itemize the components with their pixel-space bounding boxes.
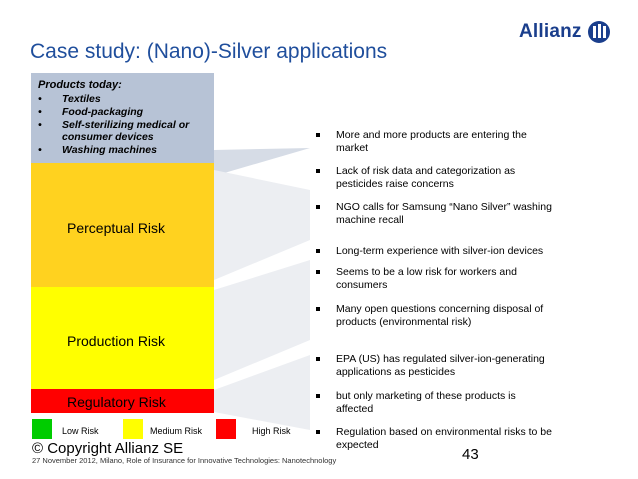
perceptual-risk-label: Perceptual Risk	[67, 220, 166, 236]
regulatory-risk-label: Regulatory Risk	[67, 394, 166, 410]
production-risk-label: Production Risk	[67, 333, 166, 349]
bullet-point: Regulation based on environmental risks to be expected	[316, 426, 556, 452]
bullet-point: Many open questions concerning disposal of products (environmental risk)	[316, 303, 556, 329]
slide-title: Case study: (Nano)-Silver applications	[30, 40, 388, 63]
legend-swatch-high	[216, 419, 236, 439]
bullet-point: but only marketing of these products is affected	[316, 390, 556, 416]
logo-text: Allianz	[519, 21, 582, 42]
product-item: • Self-sterilizing medical or	[38, 119, 190, 131]
legend-swatch-low	[32, 419, 52, 439]
bullet-point: Seems to be a low risk for workers and consumers	[316, 266, 556, 292]
callout-arrow-perceptual	[214, 170, 310, 280]
legend-high-label: High Risk	[252, 426, 291, 436]
product-item: • Washing machines	[38, 144, 157, 156]
copyright: © Copyright Allianz SE	[32, 440, 184, 457]
product-item: • Food-packaging	[38, 106, 144, 118]
allianz-logo	[519, 20, 610, 44]
products-title: Products today:	[38, 79, 122, 91]
bullet-point: EPA (US) has regulated silver-ion-generating applications as pesticides	[316, 353, 556, 379]
bullet-point: Lack of risk data and categorization as pesticides raise concerns	[316, 165, 556, 191]
callout-arrow-products	[214, 148, 310, 176]
product-item: • Textiles	[38, 93, 101, 105]
bullet-point: More and more products are entering the market	[316, 129, 556, 155]
legend-swatch-medium	[123, 419, 143, 439]
product-item-continued: consumer devices	[62, 131, 154, 143]
legend-low-label: Low Risk	[62, 426, 99, 436]
allianz-eagle-icon	[588, 21, 610, 43]
bullet-point: Long-term experience with silver-ion devices	[316, 245, 556, 258]
legend-medium-label: Medium Risk	[150, 426, 203, 436]
page-number: 43	[462, 446, 479, 463]
callout-arrows	[180, 140, 316, 440]
footer-event: 27 November 2012, Milano, Role of Insurance for Innovative Technologies: Nanotechnology	[32, 456, 337, 465]
bullet-point: NGO calls for Samsung “Nano Silver” washing machine recall	[316, 201, 556, 227]
